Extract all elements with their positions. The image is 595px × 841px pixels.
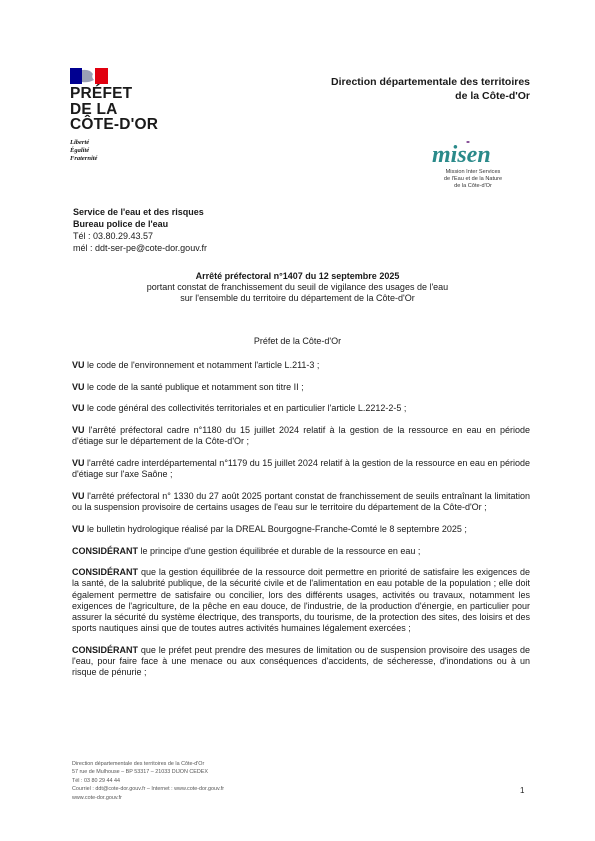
arrete-heading <box>70 271 525 304</box>
prefecture-line-1: PRÉFET <box>70 85 133 102</box>
prefecture-name <box>70 86 158 133</box>
paragraph-text: le code général des collectivités territoriales et en particulier l'article L.2212-2-5 ; <box>84 403 407 414</box>
paragraph-keyword: VU <box>72 360 85 370</box>
paragraph-keyword: CONSIDÉRANT <box>72 545 139 556</box>
paragraph <box>72 403 530 414</box>
misen-sub-line-1: Mission Inter Services <box>445 169 501 175</box>
paragraph <box>72 458 530 480</box>
misen-sub-line-2: de l'Eau et de la Nature <box>443 176 503 182</box>
paragraph-keyword: VU <box>72 425 85 436</box>
paragraph-text: que le préfet peut prendre des mesures de limitation ou de suspension provisoire des usages de l'eau, pour faire face à une menace ou aux conséquences d'accidents, de sécheresse, d'inondations ou à un risque de pénurie ; <box>72 644 530 678</box>
misen-subtitle <box>418 169 528 190</box>
paragraph-keyword: VU <box>72 403 85 414</box>
direction-line-1: Direction départementale des territoires <box>331 76 530 88</box>
paragraph-keyword: VU <box>72 458 85 469</box>
devise-egalite: Égalité <box>70 147 90 154</box>
footer-line: Courriel : ddt@cote-dor.gouv.fr – Internet : www.cote-dor.gouv.fr <box>72 786 225 793</box>
paragraph-text: l'arrêté préfectoral cadre n°1180 du 15 juillet 2024 relatif à la gestion de la ressource en eau en période d'étiage sur le département de la Côte-d'Or ; <box>72 425 530 447</box>
document-body <box>72 360 530 689</box>
paragraph-text: le code de la santé publique et notamment son titre II ; <box>84 381 304 392</box>
paragraph <box>72 645 530 679</box>
paragraph-text: l'arrêté préfectoral n° 1330 du 27 août 2025 portant constat de franchissement de seuils entraînant la limitation ou la suspension provisoire de certains usages de l'eau sur le territoire du département de la Côte-d'Or ; <box>72 490 530 513</box>
paragraph-keyword: CONSIDÉRANT <box>72 644 139 655</box>
devise <box>70 139 97 163</box>
paragraph-text: que la gestion équilibrée de la ressource doit permettre en priorité de satisfaire les exigences de la santé, de la salubrité publique, de la sécurité civile et de l'alimentation en eau potable de la population ; elle doit également permettre de satisfaire ou concilier, lors des différents usages, activités ou travaux, notamment les exigences de l'agriculture, de la pêche en eau douce, de l'industrie, de la production d'énergie, en particulier pour assurer la sécurité du système électrique, des transports, du tourisme, de la protection des sites, des loisirs et des sports nautiques ainsi que de toutes autres activités humaines légalement exercées ; <box>72 567 530 634</box>
service-name: Service de l'eau et des risques <box>73 207 204 217</box>
direction-title <box>270 76 530 103</box>
service-tel: Tél : 03.80.29.43.57 <box>73 231 154 241</box>
prefet-line: Préfet de la Côte-d'Or <box>253 336 342 346</box>
arrete-title: Arrêté préfectoral n°1407 du 12 septembre 2025 <box>195 271 400 281</box>
footer-line: www.cote-dor.gouv.fr <box>72 794 122 801</box>
arrete-subtitle-2: sur l'ensemble du territoire du département de la Côte-d'Or <box>180 293 415 303</box>
footer-line: Tél : 03 80 29 44 44 <box>72 777 120 784</box>
marianne-logo <box>70 68 108 84</box>
footer-line: Direction départementale des territoires de la Côte-d'Or <box>72 761 205 767</box>
paragraph <box>72 524 530 535</box>
paragraph-keyword: CONSIDÉRANT <box>72 567 139 578</box>
service-block <box>73 206 207 254</box>
prefecture-line-3: CÔTE-D'OR <box>70 116 159 133</box>
paragraph-keyword: VU <box>72 523 85 534</box>
arrete-subtitle-1: portant constat de franchissement du seuil de vigilance des usages de l'eau <box>146 282 449 292</box>
page-footer <box>72 760 372 802</box>
footer-line: 57 rue de Mulhouse – BP 53317 – 21033 DIJON CEDEX <box>72 769 208 776</box>
misen-sub-line-3: de la Côte-d'Or <box>454 183 492 189</box>
page-number: 1 <box>520 786 525 795</box>
paragraph <box>72 382 530 393</box>
paragraph-text: l'arrêté cadre interdépartemental n°1179 du 15 juillet 2024 relatif à la gestion de la ressource en eau en période d'étiage sur l'axe Saône ; <box>72 458 530 480</box>
misen-logo <box>432 140 524 168</box>
paragraph-text: le principe d'une gestion équilibrée et durable de la ressource en eau ; <box>138 545 421 556</box>
paragraph <box>72 491 530 513</box>
paragraph <box>72 567 530 634</box>
direction-line-2: de la Côte-d'Or <box>455 89 530 102</box>
bureau-name: Bureau police de l'eau <box>73 219 169 229</box>
prefecture-line-2: DE LA <box>70 100 118 118</box>
paragraph <box>72 546 530 557</box>
devise-liberte: Liberté <box>70 139 90 146</box>
paragraph-text: le bulletin hydrologique réalisé par la DREAL Bourgogne-Franche-Comté le 8 septembre 2025 ; <box>84 523 467 534</box>
paragraph-text: le code de l'environnement et notamment l'article L.211-3 ; <box>84 360 320 370</box>
devise-fraternite: Fraternité <box>70 155 98 162</box>
paragraph-keyword: VU <box>72 381 85 392</box>
paragraph-keyword: VU <box>72 490 85 501</box>
service-email[interactable]: mél : ddt-ser-pe@cote-dor.gouv.fr <box>73 243 208 253</box>
paragraph <box>72 360 530 371</box>
paragraph <box>72 425 530 447</box>
misen-logo-text: misen <box>432 142 491 168</box>
